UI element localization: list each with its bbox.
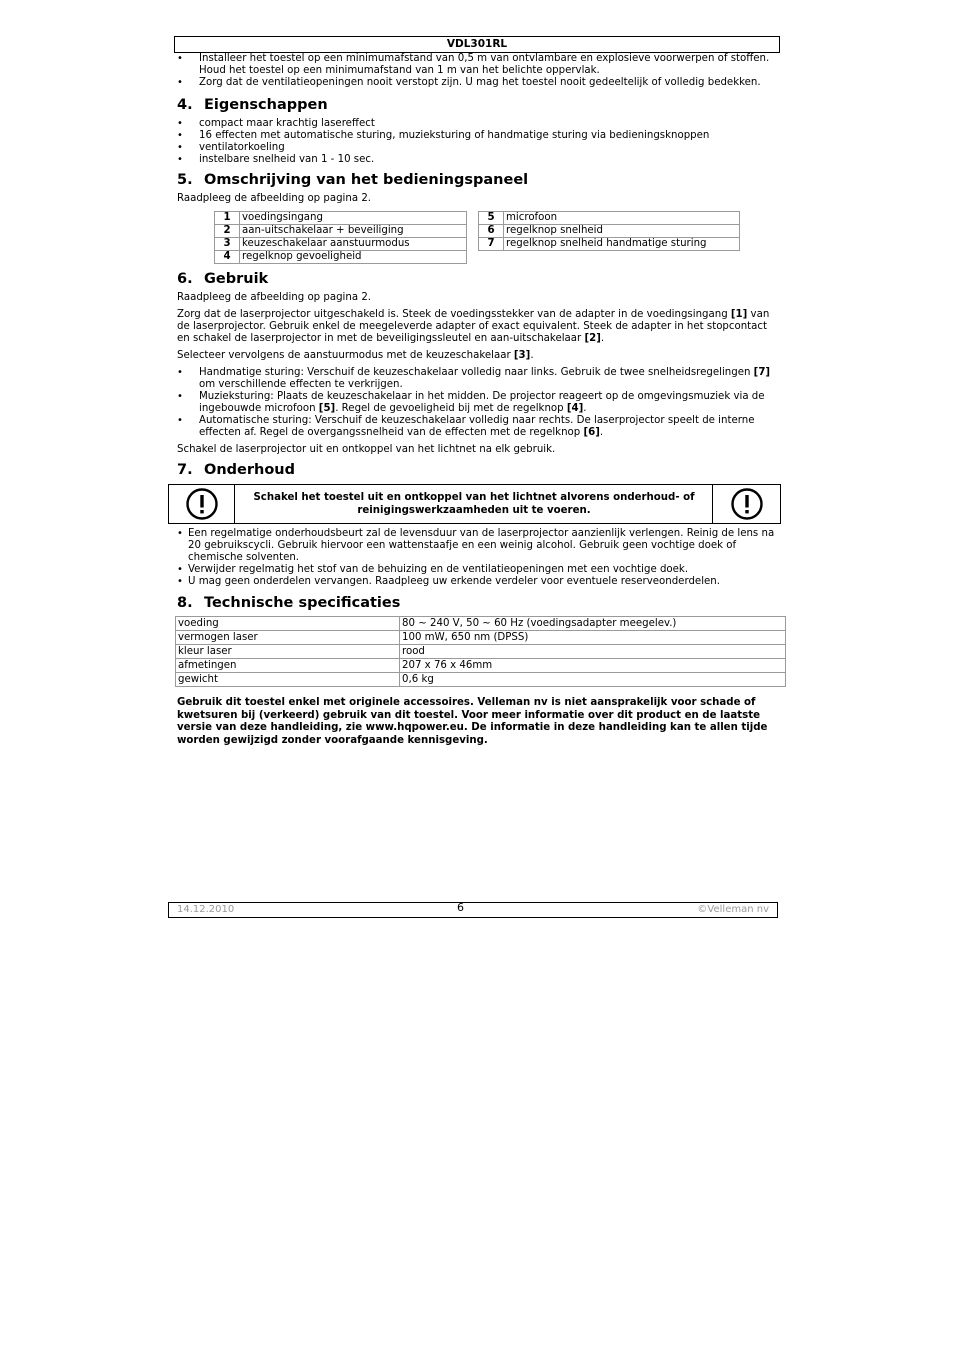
warning-icon-cell: [712, 485, 780, 523]
section-heading-8: [177, 595, 400, 612]
intro-bullet-list: [177, 53, 777, 89]
controls-table-right: [478, 211, 740, 251]
section-heading-5: [177, 172, 528, 189]
text-run: . Regel de gevoeligheid bij met de regelknop: [335, 403, 567, 414]
item-number: 6: [479, 225, 504, 238]
warning-box: [168, 484, 781, 524]
usage-paragraph-2: [177, 350, 534, 362]
item-number: 7: [479, 238, 504, 251]
list-item: [177, 415, 777, 439]
table-row: [176, 631, 786, 645]
table-row: [479, 225, 740, 238]
header-model: VDL301RL: [174, 36, 780, 53]
spec-value: 0,6 kg: [400, 673, 786, 687]
item-number: 3: [215, 238, 240, 251]
table-row: [479, 238, 740, 251]
usage-paragraph-1: [177, 309, 772, 345]
text-run: Muzieksturing: Plaats de keuzeschakelaar in het midden. De projector reageert op de omgevingsmuziek via de ingebouwde microfoon: [199, 391, 765, 414]
spec-table: [175, 616, 786, 687]
section-number: 6.: [177, 271, 193, 287]
item-label: regelknop snelheid: [504, 225, 740, 238]
section-number: 5.: [177, 172, 193, 188]
item-number: 4: [215, 251, 240, 264]
ref-label: [5]: [318, 403, 336, 414]
section-heading-4: [177, 97, 328, 114]
text-run: om verschillende effecten te verkrijgen.: [199, 379, 403, 390]
spec-key: vermogen laser: [176, 631, 400, 645]
section-number: 4.: [177, 97, 193, 113]
list-item: • U mag geen onderdelen vervangen. Raadpleeg uw erkende verdeler voor eventuele reserveonderdelen.: [177, 576, 777, 588]
ref-label: [4]: [566, 403, 584, 414]
ref-label: [6]: [583, 427, 600, 438]
list-item: • Verwijder regelmatig het stof van de behuizing en de ventilatieopeningen met een vochtige doek.: [177, 564, 777, 576]
table-row: [215, 238, 467, 251]
list-item: • ventilatorkoeling: [177, 142, 777, 154]
features-list: [177, 118, 777, 166]
table-row: [176, 645, 786, 659]
list-item: • Installeer het toestel op een minimumafstand van 0,5 m van ontvlambare en explosieve voorwerpen of stoffen. Houd het toestel op een minimumafstand van 1 m van het belichte oppervlak.: [177, 53, 777, 77]
footer-copyright: ©Velleman nv: [697, 904, 769, 915]
table-row: [215, 212, 467, 225]
text-run: Selecteer vervolgens de aanstuurmodus met de keuzeschakelaar: [177, 350, 514, 361]
list-item: • compact maar krachtig lasereffect: [177, 118, 777, 130]
section-title: Onderhoud: [204, 462, 296, 478]
spec-key: afmetingen: [176, 659, 400, 673]
table-row: [176, 617, 786, 631]
spec-key: voeding: [176, 617, 400, 631]
warning-icon-cell: [169, 485, 235, 523]
item-number: 5: [479, 212, 504, 225]
section-heading-6: [177, 271, 268, 288]
table-row: [215, 225, 467, 238]
spec-value: 100 mW, 650 nm (DPSS): [400, 631, 786, 645]
closing-notice: Gebruik dit toestel enkel met originele accessoires. Velleman nv is niet aansprakelijk voor schade of kwetsuren bij (verkeerd) gebruik van dit toestel. Voor meer informatie over dit product en de laatste versie van deze handleiding, zie www.hqpower.eu. De informatie in deze handleiding kan te allen tijde worden gewijzigd zonder voorafgaande kennisgeving.: [177, 697, 768, 746]
section-heading-7: [177, 462, 295, 479]
section-title: Omschrijving van het bedieningspaneel: [204, 172, 529, 188]
mode-list: [177, 367, 777, 439]
section-title: Eigenschappen: [204, 97, 328, 113]
item-label: voedingsingang: [240, 212, 467, 225]
item-label: microfoon: [504, 212, 740, 225]
item-number: 1: [215, 212, 240, 225]
text-run: .: [530, 350, 534, 361]
page-number: 6: [457, 901, 464, 914]
spec-key: kleur laser: [176, 645, 400, 659]
item-number: 2: [215, 225, 240, 238]
section-number: 7.: [177, 462, 193, 478]
text-run: Zorg dat de laserprojector uitgeschakeld is. Steek de voedingsstekker van de adapter in de voedingsingang: [177, 309, 731, 320]
table-row: [176, 659, 786, 673]
text-run: van de laserprojector. Gebruik enkel de meegeleverde adapter of exact equivalent. Steek de adapter in het stopcontact en schakel de laserprojector in met de beveiligingssleutel en aan-uitschakelaar: [177, 309, 770, 344]
text-run: Handmatige sturing: Verschuif de keuzeschakelaar volledig naar links. Gebruik de twee snelheidsregelingen: [199, 367, 754, 378]
item-label: keuzeschakelaar aanstuurmodus: [240, 238, 467, 251]
exclamation-icon: [186, 488, 218, 520]
list-item: [177, 391, 777, 415]
maintenance-list: [177, 528, 777, 588]
text-run: .: [583, 403, 587, 414]
controls-table-left: [214, 211, 467, 264]
ref-label: [1]: [730, 309, 748, 320]
text-run: .: [600, 333, 605, 344]
section-number: 8.: [177, 595, 193, 611]
spec-value: 80 ~ 240 V, 50 ~ 60 Hz (voedingsadapter meegelev.): [400, 617, 786, 631]
table-row: [479, 212, 740, 225]
table-row: [215, 251, 467, 264]
item-label: regelknop snelheid handmatige sturing: [504, 238, 740, 251]
list-item: • Zorg dat de ventilatieopeningen nooit verstopt zijn. U mag het toestel nooit gedeeltelijk of volledig bedekken.: [177, 77, 777, 89]
spec-value: 207 x 76 x 46mm: [400, 659, 786, 673]
exclamation-icon: [731, 488, 763, 520]
list-item: • 16 effecten met automatische sturing, muzieksturing of handmatige sturing via bedieningsknoppen: [177, 130, 777, 142]
warning-text: Schakel het toestel uit en ontkoppel van het lichtnet alvorens onderhoud- of reinigingswerkzaamheden uit te voeren.: [253, 492, 695, 516]
spec-value: rood: [400, 645, 786, 659]
section-title: Technische specificaties: [204, 595, 401, 611]
reference-text: Raadpleeg de afbeelding op pagina 2.: [177, 193, 372, 204]
page-footer: [168, 902, 778, 918]
ref-label: [7]: [753, 367, 771, 378]
text-run: .: [599, 427, 604, 438]
reference-text: Raadpleeg de afbeelding op pagina 2.: [177, 292, 372, 303]
list-item: • Een regelmatige onderhoudsbeurt zal de levensduur van de laserprojector aanzienlijk verlengen. Reinig de lens na 20 gebruikscycli. Gebruik hiervoor een wattenstaafje en een weinig alcohol. Gebruik geen vochtige doek of chemische solventen.: [177, 528, 777, 564]
footer-date: 14.12.2010: [177, 904, 235, 915]
list-item: [177, 367, 777, 391]
list-item: • instelbare snelheid van 1 - 10 sec.: [177, 154, 777, 166]
table-row: [176, 673, 786, 687]
item-label: aan-uitschakelaar + beveiliging: [240, 225, 467, 238]
spec-key: gewicht: [176, 673, 400, 687]
text-run: Automatische sturing: Verschuif de keuzeschakelaar volledig naar rechts. De laserprojector speelt de interne effecten af. Regel de overgangssnelheid van de effecten met de regelknop: [199, 415, 755, 438]
ref-label: [2]: [584, 333, 601, 344]
ref-label: [3]: [513, 350, 531, 361]
section-title: Gebruik: [204, 271, 269, 287]
item-label: regelknop gevoeligheid: [240, 251, 467, 264]
usage-paragraph-3: Schakel de laserprojector uit en ontkoppel van het lichtnet na elk gebruik.: [177, 444, 556, 455]
